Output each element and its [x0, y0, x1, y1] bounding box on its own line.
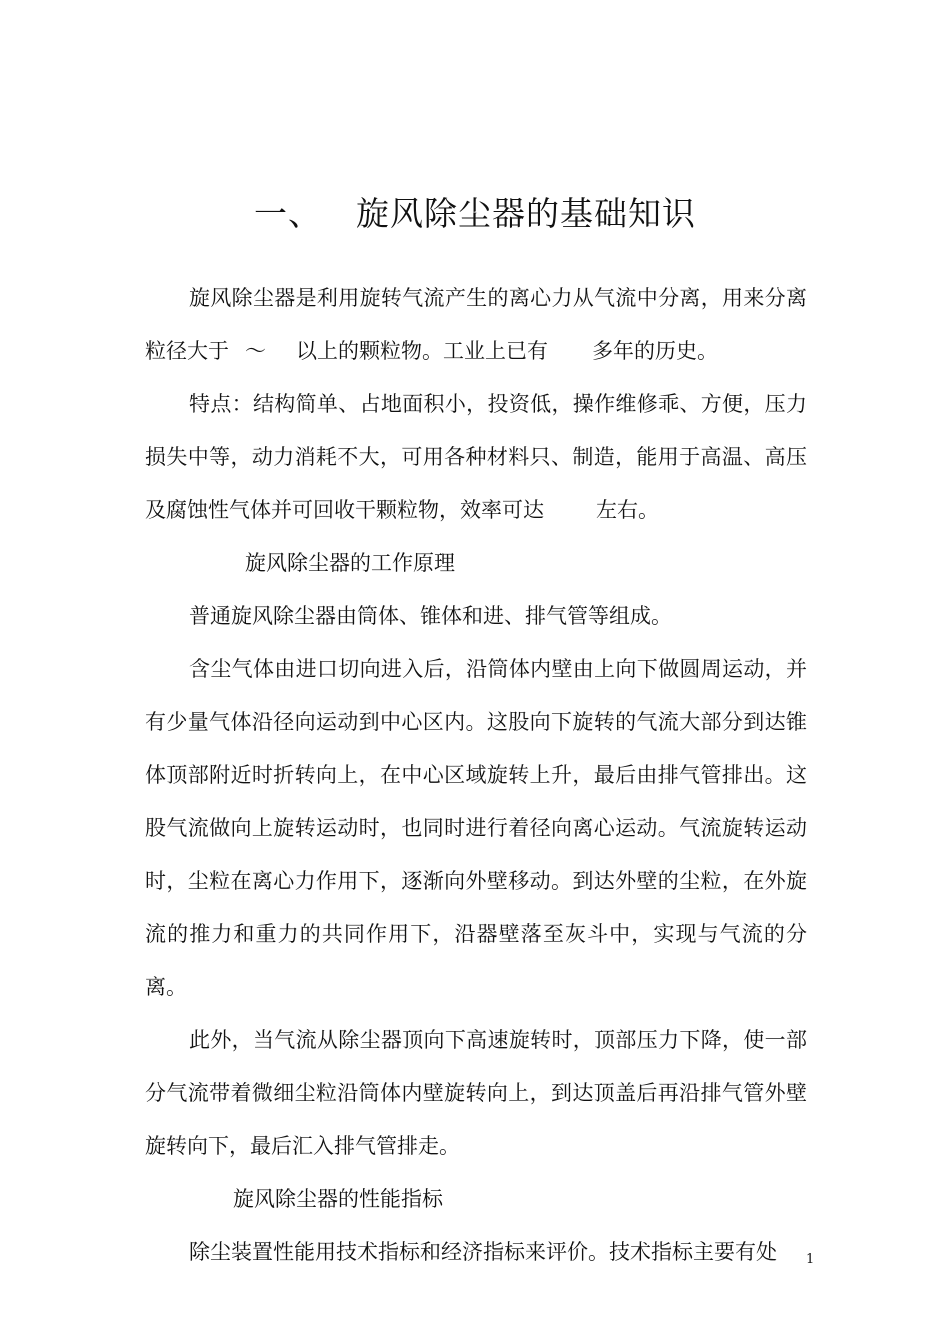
intro-paragraph	[145, 272, 807, 378]
title-text: 旋风除尘器的基础知识	[356, 194, 696, 233]
principle-paragraph-3: 此外，当气流从除尘器顶向下高速旋转时，顶部压力下降，使一部分气流带着微细尘粒沿筒体内壁旋转向上，到达顶盖后再沿排气管外壁旋转向下，最后汇入排气管排走。	[145, 1028, 807, 1158]
intro-text-3: 以上的颗粒物。工业上已有	[296, 339, 548, 363]
section-heading-principle: 旋风除尘器的工作原理	[245, 551, 455, 575]
performance-paragraph-1: 除尘装置性能用技术指标和经济指标来评价。技术指标主要有处	[189, 1240, 777, 1264]
principle-paragraph-1: 普通旋风除尘器由筒体、锥体和进、排气管等组成。	[189, 604, 672, 628]
features-paragraph	[145, 378, 807, 537]
principle-paragraph-2: 含尘气体由进口切向进入后，沿筒体内壁由上向下做圆周运动，并有少量气体沿径向运动到中心区内。这股向下旋转的气流大部分到达锥体顶部附近时折转向上，在中心区域旋转上升，最后由排气管排出。这股气流做向上旋转运动时，也同时进行着径向离心运动。气流旋转运动时，尘粒在离心力作用下，逐渐向外壁移动。到达外壁的尘粒，在外旋流的推力和重力的共同作用下，沿器壁落至灰斗中，实现与气流的分离。	[145, 657, 807, 999]
page-number: 1	[806, 1252, 815, 1267]
body-text	[145, 272, 807, 1279]
features-text-1: 特点：结构简单、占地面积小，投资低，操作维修乖、方便，压力损失中等，动力消耗不大，可用各种材料只、制造，能用于高温、高压及腐蚀性气体并可回收干颗粒物，效率可达	[145, 392, 807, 522]
title-number: 一、	[254, 194, 322, 233]
intro-text-2: ～	[245, 339, 266, 363]
intro-text-4: 多年的历史。	[592, 339, 718, 363]
features-text-2: 左右。	[596, 498, 659, 522]
intro-text-1: 旋风除尘器是利用旋转气流产生的离心力从气流中分离，用来分离粒径大于	[145, 286, 807, 363]
section-heading-performance: 旋风除尘器的性能指标	[233, 1187, 443, 1211]
page-title	[0, 188, 950, 235]
